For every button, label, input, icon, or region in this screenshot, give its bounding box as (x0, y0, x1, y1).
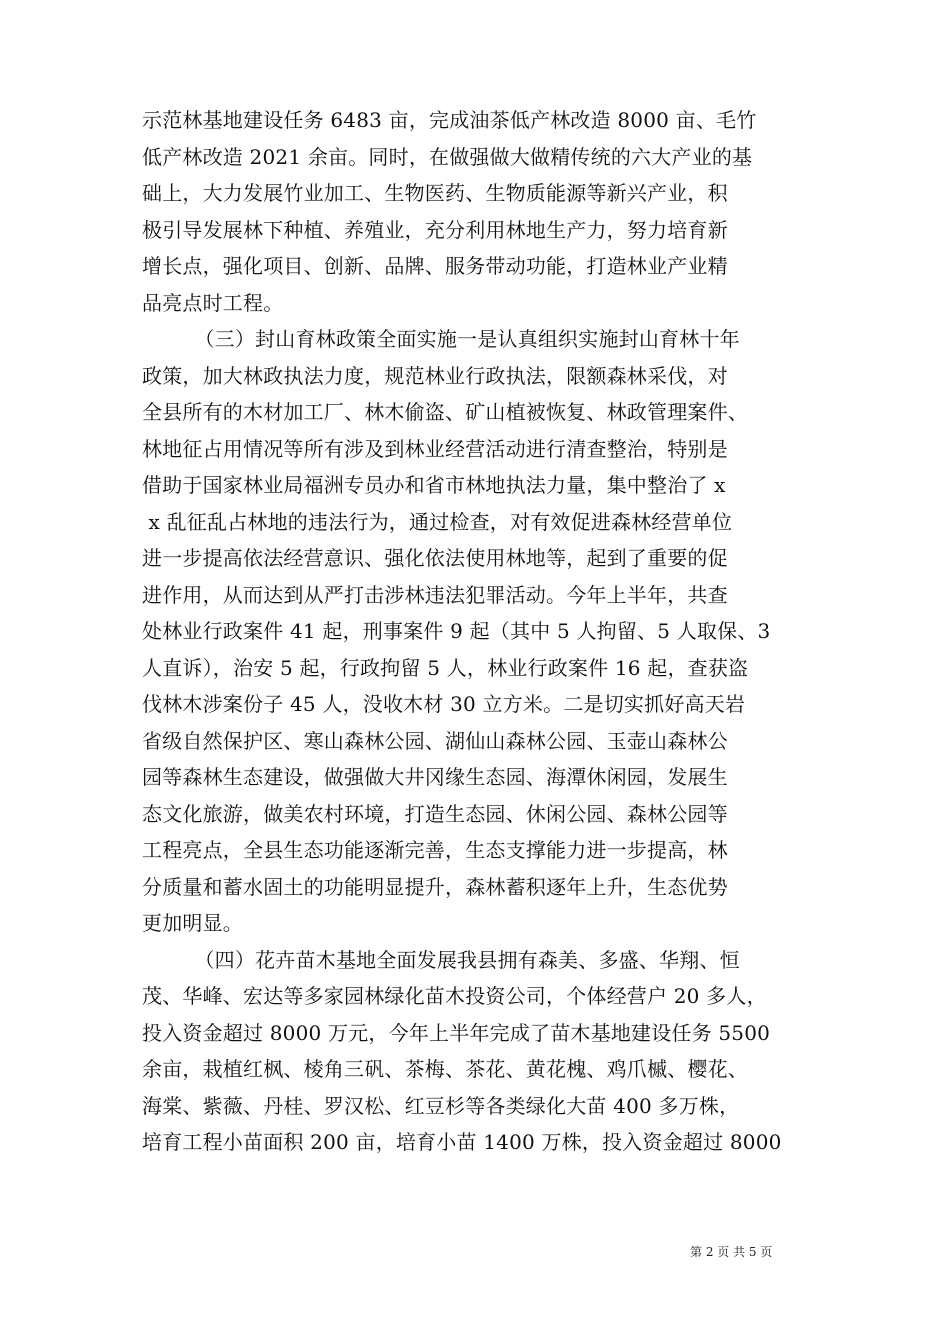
text-line: 增长点，强化项目、创新、品牌、服务带动功能，打造林业产业精 (142, 254, 728, 278)
text-line: 分质量和蓄水固土的功能明显提升，森林蓄积逐年上升，生态优势 (142, 874, 728, 899)
text-line: 态文化旅游，做美农村环境，打造生态园、休闲公园、森林公园等 (142, 801, 728, 826)
text-line: 示范林基地建设任务 6483 亩，完成油茶低产林改造 8000 亩、毛竹 (142, 108, 757, 132)
text-line: 更加明显。 (142, 911, 243, 935)
text-line: x 乱征乱占林地的违法行为，通过检查，对有效促进森林经营单位 (142, 509, 733, 534)
text-line: 政策，加大林政执法力度，规范林业行政执法，限额森林采伐，对 (142, 363, 728, 388)
text-line: 伐林木涉案份子 45 人，没收木材 30 立方米。二是切实抓好高天岩 (142, 692, 746, 716)
text-line: 园等森林生态建设，做强做大井冈缘生态园、海潭休闲园，发展生 (142, 765, 728, 789)
text-line: 础上，大力发展竹业加工、生物医药、生物质能源等新兴产业，积 (142, 181, 728, 205)
text-line: 全县所有的木材加工厂、林木偷盗、矿山植被恢复、林政管理案件、 (142, 400, 748, 424)
text-line: 林地征占用情况等所有涉及到林业经营活动进行清查整治，特别是 (142, 436, 728, 461)
text-line: 低产林改造 2021 余亩。同时，在做强做大做精传统的六大产业的基 (142, 144, 753, 169)
text-line: 品亮点时工程。 (142, 290, 284, 315)
text-line: 投入资金超过 8000 万元，今年上半年完成了苗木基地建设任务 5500 (142, 1020, 771, 1045)
text-line: 进作用，从而达到从严打击涉林违法犯罪活动。今年上半年，共查 (142, 582, 728, 607)
text-line: （四）花卉苗木基地全面发展我县拥有森美、多盛、华翔、恒 (142, 947, 740, 972)
text-line: （三）封山育林政策全面实施一是认真组织实施封山育林十年 (142, 327, 740, 351)
text-line: 借助于国家林业局福洲专员办和省市林地执法力量，集中整治了 x (142, 473, 726, 497)
text-line: 培育工程小苗面积 200 亩，培育小苗 1400 万株，投入资金超过 8000 (142, 1130, 782, 1154)
text-line: 茂、华峰、宏达等多家园林绿化苗木投资公司，个体经营户 20 多人， (142, 984, 767, 1008)
text-line: 海棠、紫薇、丹桂、罗汉松、红豆杉等各类绿化大苗 400 多万株， (142, 1093, 740, 1118)
text-line: 省级自然保护区、寒山森林公园、湖仙山森林公园、玉壶山森林公 (142, 728, 728, 753)
page-number-footer: 第 2 页 共 5 页 (690, 1245, 773, 1259)
text-line: 余亩，栽植红枫、棱角三矾、茶梅、茶花、黄花槐、鸡爪槭、樱花、 (142, 1057, 748, 1081)
text-line: 人直诉），治安 5 起，行政拘留 5 人，林业行政案件 16 起，查获盗 (142, 655, 749, 680)
body-text (142, 102, 812, 1161)
text-line: 工程亮点，全县生态功能逐渐完善，生态支撑能力进一步提高，林 (142, 838, 728, 862)
text-line: 进一步提高依法经营意识、强化依法使用林地等，起到了重要的促 (142, 546, 728, 570)
text-line: 处林业行政案件 41 起，刑事案件 9 起（其中 5 人拘留、5 人取保、3 (142, 619, 771, 643)
text-line: 极引导发展林下种植、养殖业，充分利用林地生产力，努力培育新 (142, 217, 728, 242)
